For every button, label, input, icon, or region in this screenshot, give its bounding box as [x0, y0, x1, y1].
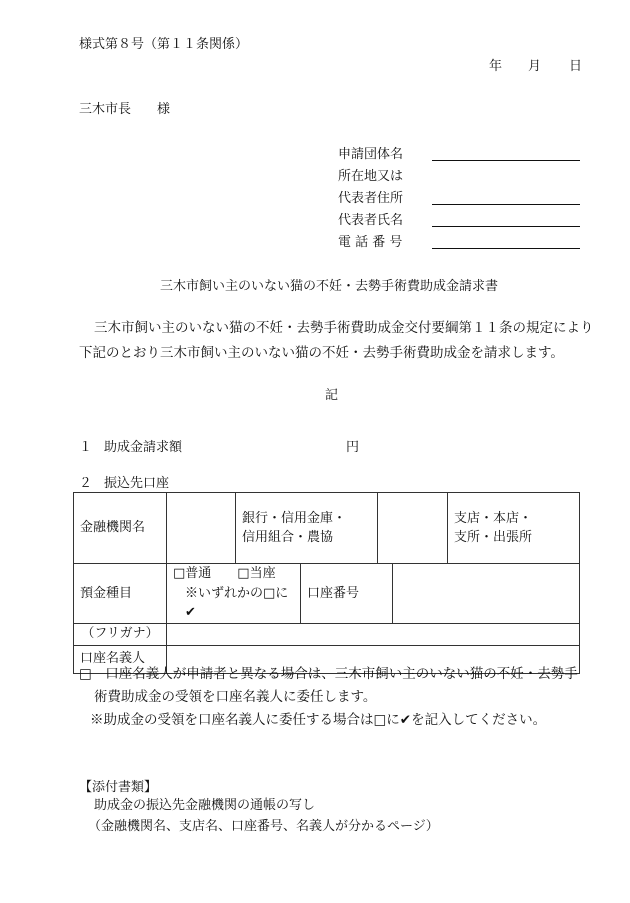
- phone-line[interactable]: [432, 248, 580, 249]
- document-title: 三木市飼い主のいない猫の不妊・去勢手術費助成金請求書: [160, 279, 499, 294]
- date-year: 年: [489, 59, 503, 74]
- deposit-note: ※いずれかの□に✔: [185, 585, 289, 620]
- branch-types-line-1: 支店・本店・: [454, 510, 533, 526]
- bank-types-line-2: 信用組合・農協: [242, 530, 334, 545]
- account-number-cell[interactable]: [393, 564, 580, 624]
- applicant-field-address-1: 所在地又は: [338, 169, 404, 184]
- form-number: 様式第８号（第１１条関係）: [79, 37, 249, 52]
- attachments-line-1: 助成金の振込先金融機関の通帳の写し: [94, 798, 316, 813]
- institution-label: 金融機関名: [74, 493, 167, 564]
- deposit-options[interactable]: □普通 □当座: [173, 566, 276, 581]
- branch-types-line-2: 支所・出張所: [454, 530, 533, 545]
- branch-name-cell[interactable]: [378, 493, 448, 564]
- addressee: 三木市長 様: [79, 102, 171, 117]
- applicant-field-address-2: 代表者住所: [338, 191, 404, 206]
- delegation-line-2: 術費助成金の受領を口座名義人に委任します。: [94, 689, 377, 705]
- date-day: 日: [569, 59, 583, 74]
- attachments-line-2: （金融機関名、支店名、口座番号、名義人が分かるページ）: [88, 819, 439, 834]
- account-number-label: 口座番号: [301, 564, 393, 624]
- body-line-1: 三木市飼い主のいない猫の不妊・去勢手術費助成金交付要綱第１１条の規定により: [94, 320, 594, 336]
- holder-label: 口座名義人: [74, 645, 167, 673]
- deposit-options-cell[interactable]: [167, 564, 301, 624]
- rep-name-line[interactable]: [432, 226, 580, 227]
- item2-number: ２: [79, 476, 93, 491]
- attachments-heading: 【添付書類】: [79, 780, 158, 795]
- body-line-2: 下記のとおり三木市飼い主のいない猫の不妊・去勢手術費助成金を請求します。: [79, 345, 564, 361]
- item1-label: 助成金請求額: [104, 440, 183, 455]
- delegation-line-1[interactable]: □ 口座名義人が申請者と異なる場合は、三木市飼い主のいない猫の不妊・去勢手: [79, 666, 578, 682]
- delegation-note: ※助成金の受領を口座名義人に委任する場合は□に✔を記入してください。: [90, 712, 547, 728]
- bank-account-table: [73, 492, 580, 674]
- institution-name-cell[interactable]: [167, 493, 236, 564]
- applicant-field-phone: 電 話 番 号: [338, 235, 403, 250]
- applicant-field-rep-name: 代表者氏名: [338, 213, 404, 228]
- branch-types-cell: [448, 493, 580, 564]
- address-line[interactable]: [432, 204, 580, 205]
- applicant-field-group-name: 申請団体名: [338, 147, 404, 162]
- item2-label: 振込先口座: [104, 476, 170, 491]
- item1-unit: 円: [346, 440, 360, 455]
- deposit-label: 預金種目: [74, 564, 167, 624]
- bank-types-line-1: 銀行・信用金庫・: [242, 510, 347, 526]
- furigana-label: （フリガナ）: [74, 623, 167, 645]
- group-name-line[interactable]: [432, 160, 580, 161]
- furigana-cell[interactable]: [167, 623, 580, 645]
- date-month: 月: [528, 59, 542, 74]
- bank-types-cell: [236, 493, 378, 564]
- ki-heading: 記: [325, 388, 339, 403]
- item1-number: １: [79, 440, 93, 455]
